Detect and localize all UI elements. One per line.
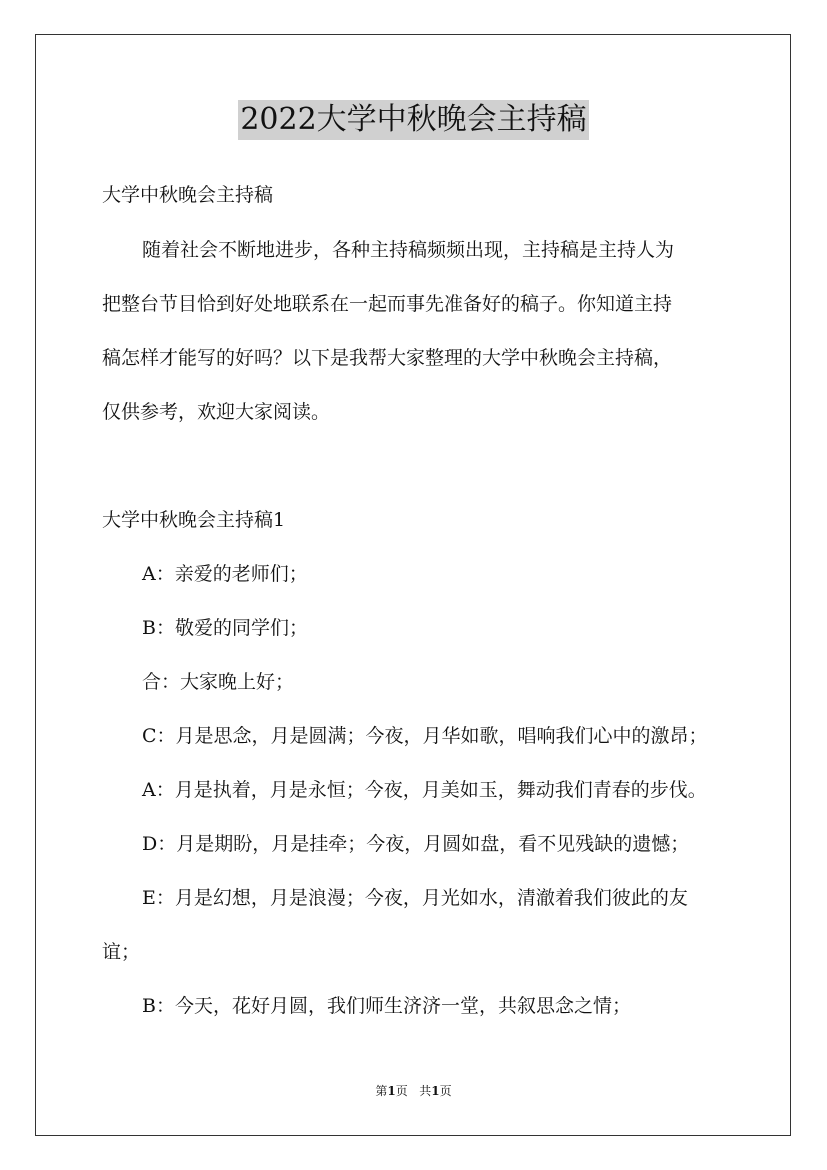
script-line: 合：大家晚上好； bbox=[142, 671, 295, 693]
document-subtitle: 大学中秋晚会主持稿 bbox=[102, 184, 274, 206]
page-footer bbox=[0, 1083, 827, 1099]
script-line: B：今天，花好月圆，我们师生济济一堂，共叙思念之情； bbox=[142, 995, 631, 1017]
script-line: D：月是期盼，月是挂牵；今夜，月圆如盘，看不见残缺的遗憾； bbox=[142, 833, 690, 855]
script-line: 谊； bbox=[102, 941, 141, 963]
script-line: C：月是思念，月是圆满；今夜，月华如歌，唱响我们心中的激昂； bbox=[142, 725, 708, 747]
title-container bbox=[0, 100, 827, 140]
intro-line: 把整台节目恰到好处地联系在一起而事先准备好的稿子。你知道主持 bbox=[102, 293, 673, 315]
total-label: 页 bbox=[439, 1084, 452, 1098]
page-total: 1 bbox=[431, 1084, 440, 1098]
intro-line: 稿怎样才能写的好吗？以下是我帮大家整理的大学中秋晚会主持稿， bbox=[102, 347, 673, 369]
script-line: E：月是幻想，月是浪漫；今夜，月光如水，清澈着我们彼此的友 bbox=[142, 887, 688, 909]
intro-line: 仅供参考，欢迎大家阅读。 bbox=[102, 401, 331, 423]
script-line: A：月是执着，月是永恒；今夜，月美如玉，舞动我们青春的步伐。 bbox=[142, 779, 707, 801]
intro-line: 随着社会不断地进步，各种主持稿频频出现，主持稿是主持人为 bbox=[142, 239, 675, 261]
script-line: B：敬爱的同学们； bbox=[142, 617, 308, 639]
script-line: A：亲爱的老师们； bbox=[142, 563, 308, 585]
section-heading: 大学中秋晚会主持稿1 bbox=[102, 509, 286, 531]
page-current: 1 bbox=[387, 1084, 396, 1098]
page-label: 页 bbox=[395, 1084, 408, 1098]
document-title: 2022大学中秋晚会主持稿 bbox=[238, 100, 588, 140]
page-prefix: 第 bbox=[375, 1084, 388, 1098]
total-prefix: 共 bbox=[419, 1084, 432, 1098]
